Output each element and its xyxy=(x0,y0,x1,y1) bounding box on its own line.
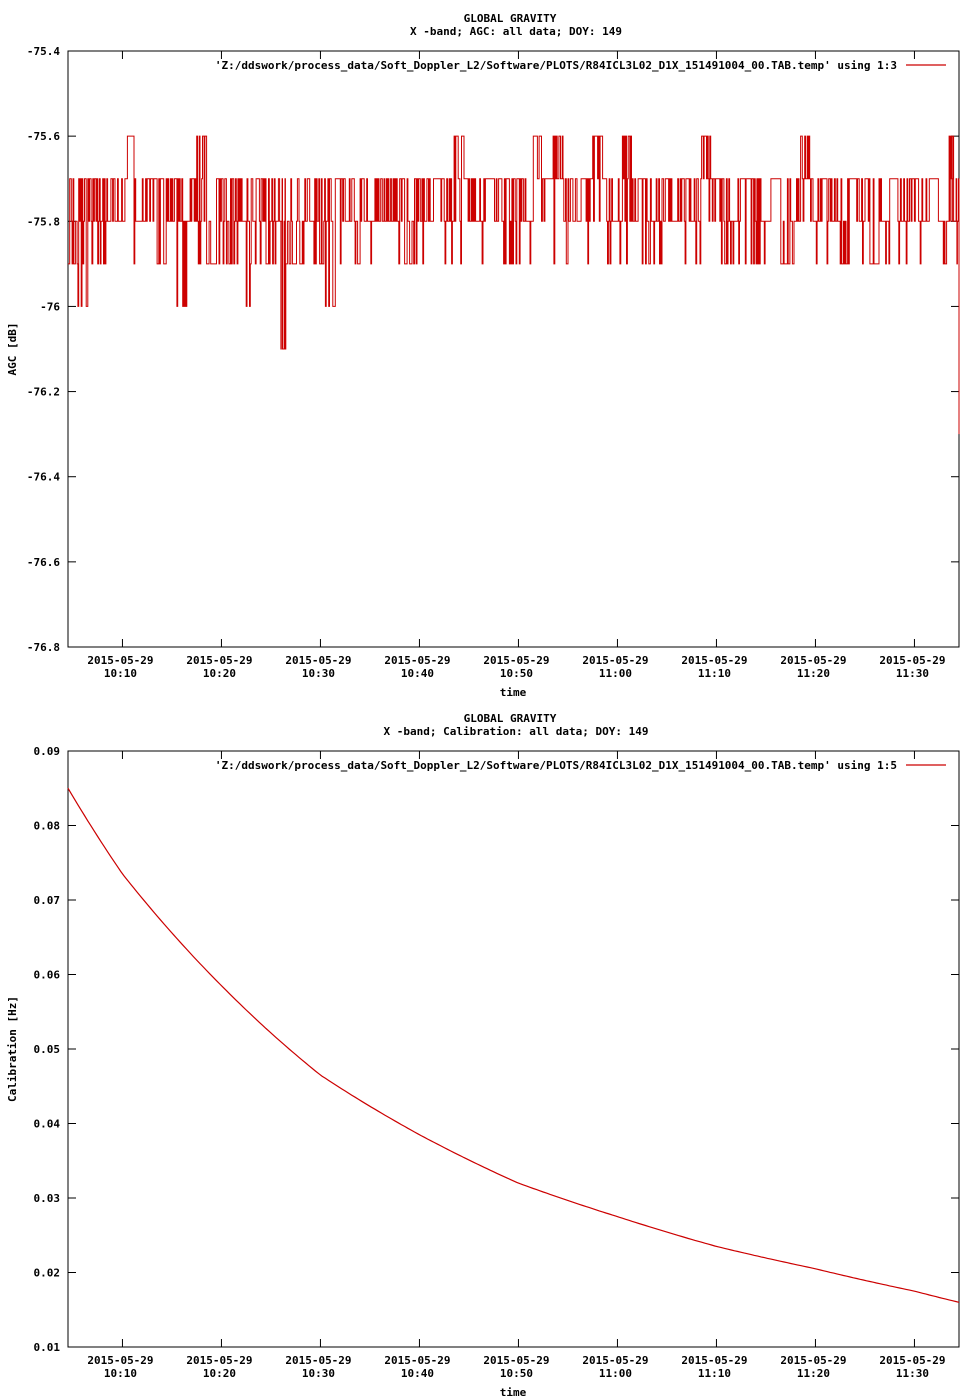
x-tick-time: 10:10 xyxy=(103,1367,138,1380)
y-tick-label: -75.8 xyxy=(26,215,60,229)
y-tick-label: 0.09 xyxy=(33,745,60,758)
chart-subtitle: X -band; Calibration: all data; DOY: 149 xyxy=(383,725,649,738)
agc-chart xyxy=(6,12,959,699)
x-tick-time: 11:10 xyxy=(697,1367,732,1380)
y-tick-label: -76.2 xyxy=(26,385,60,399)
x-tick-time: 10:10 xyxy=(103,667,138,680)
x-tick-date: 2015-05-29 xyxy=(87,654,154,667)
plot-frame xyxy=(68,751,959,1347)
x-ticks xyxy=(87,751,945,1380)
x-tick-time: 10:50 xyxy=(499,667,534,680)
x-tick-date: 2015-05-29 xyxy=(582,1354,649,1367)
calibration-series-line xyxy=(68,788,959,1302)
x-tick-date: 2015-05-29 xyxy=(879,1354,946,1367)
x-tick-time: 10:50 xyxy=(499,1367,534,1380)
y-tick-label: -76.4 xyxy=(26,470,60,484)
x-tick-date: 2015-05-29 xyxy=(384,654,451,667)
y-axis-label: Calibration [Hz] xyxy=(6,996,19,1102)
x-tick-time: 10:20 xyxy=(202,1367,237,1380)
x-tick-time: 10:40 xyxy=(400,1367,435,1380)
x-tick-time: 11:30 xyxy=(895,1367,930,1380)
x-tick-time: 11:30 xyxy=(895,667,930,680)
x-tick-date: 2015-05-29 xyxy=(879,654,946,667)
x-tick-time: 10:40 xyxy=(400,667,435,680)
y-tick-label: 0.08 xyxy=(33,819,60,833)
x-tick-time: 11:00 xyxy=(598,667,633,680)
legend-label: 'Z:/ddswork/process_data/Soft_Doppler_L2/Software/PLOTS/R84ICL3L02_D1X_151491004_00.TAB.temp' using 1:5 xyxy=(214,759,897,772)
x-ticks xyxy=(87,51,945,680)
y-tick-label: -76 xyxy=(40,300,60,314)
x-tick-time: 11:10 xyxy=(697,667,732,680)
calibration-chart xyxy=(6,712,959,1399)
x-axis-label: time xyxy=(499,686,527,699)
y-tick-label: -75.4 xyxy=(26,45,60,58)
y-tick-label: 0.05 xyxy=(33,1043,60,1056)
x-tick-date: 2015-05-29 xyxy=(186,1354,253,1367)
x-tick-time: 11:00 xyxy=(598,1367,633,1380)
agc-series-line xyxy=(68,136,959,434)
x-tick-time: 10:30 xyxy=(301,1367,336,1380)
x-tick-date: 2015-05-29 xyxy=(285,654,352,667)
y-tick-label: 0.03 xyxy=(33,1192,60,1205)
x-axis-label: time xyxy=(499,1386,527,1399)
x-tick-time: 11:20 xyxy=(796,1367,831,1380)
y-tick-label: 0.04 xyxy=(33,1117,60,1131)
y-tick-label: -76.6 xyxy=(26,555,60,569)
x-tick-date: 2015-05-29 xyxy=(780,654,847,667)
y-tick-label: 0.07 xyxy=(33,894,60,907)
y-ticks xyxy=(34,745,960,1354)
chart-title: GLOBAL GRAVITY xyxy=(463,712,557,725)
y-axis-label: AGC [dB] xyxy=(6,322,19,376)
y-ticks xyxy=(27,45,959,654)
x-tick-time: 10:20 xyxy=(202,667,237,680)
x-tick-date: 2015-05-29 xyxy=(87,1354,154,1367)
y-tick-label: -76.8 xyxy=(26,641,60,654)
x-tick-date: 2015-05-29 xyxy=(285,1354,352,1367)
legend-label: 'Z:/ddswork/process_data/Soft_Doppler_L2/Software/PLOTS/R84ICL3L02_D1X_151491004_00.TAB.temp' using 1:3 xyxy=(214,59,897,72)
y-tick-label: 0.02 xyxy=(33,1266,60,1280)
x-tick-time: 10:30 xyxy=(301,667,336,680)
y-tick-label: 0.06 xyxy=(33,968,60,982)
x-tick-date: 2015-05-29 xyxy=(384,1354,451,1367)
y-tick-label: -75.6 xyxy=(26,130,60,144)
chart-title: GLOBAL GRAVITY xyxy=(463,12,557,25)
x-tick-date: 2015-05-29 xyxy=(186,654,253,667)
x-tick-date: 2015-05-29 xyxy=(681,1354,748,1367)
plot-frame xyxy=(68,51,959,647)
x-tick-date: 2015-05-29 xyxy=(681,654,748,667)
chart-subtitle: X -band; AGC: all data; DOY: 149 xyxy=(410,25,622,38)
x-tick-date: 2015-05-29 xyxy=(483,1354,550,1367)
y-tick-label: 0.01 xyxy=(33,1341,60,1354)
x-tick-date: 2015-05-29 xyxy=(483,654,550,667)
x-tick-date: 2015-05-29 xyxy=(780,1354,847,1367)
x-tick-time: 11:20 xyxy=(796,667,831,680)
x-tick-date: 2015-05-29 xyxy=(582,654,649,667)
